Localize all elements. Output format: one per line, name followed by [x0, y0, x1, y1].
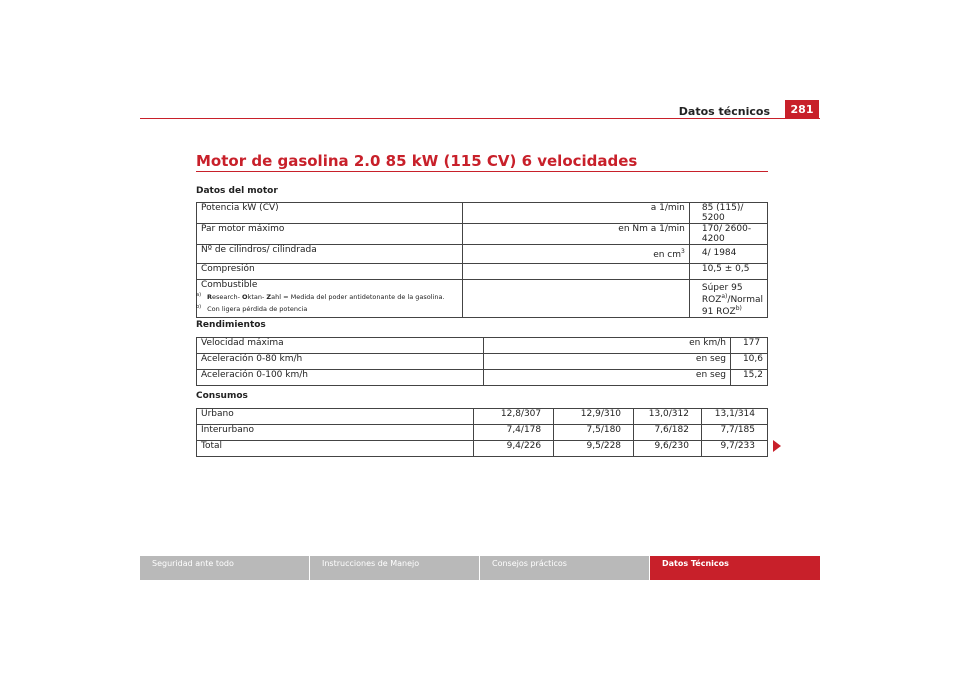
table-row [197, 354, 768, 370]
rendimientos-heading: Rendimientos [196, 320, 266, 330]
footnote-b: $^{b)}$ Con ligera pérdida de potencia [196, 304, 308, 314]
header-divider [140, 118, 820, 119]
row-unit: en seg [483, 370, 730, 386]
row-value: 9,4/226 [474, 441, 554, 457]
motor-heading: Datos del motor [196, 186, 278, 196]
table-row [197, 264, 768, 280]
row-value: 10,6 [730, 354, 767, 370]
row-label: Potencia kW (CV) [197, 203, 463, 224]
row-unit: en Nm a 1/min [462, 224, 689, 245]
footer-nav [140, 556, 820, 580]
row-value: 13,1/314 [701, 409, 767, 425]
row-value: 7,5/180 [554, 425, 634, 441]
row-unit [462, 280, 689, 318]
footnote-a: $^{a)}$ Research- Oktan- Zahl = Medida del poder antidetonante de la gasolina. [196, 292, 445, 302]
row-label: Interurbano [197, 425, 474, 441]
footer-tab-consejos[interactable]: Consejos prácticos [480, 556, 650, 580]
row-label: Aceleración 0-100 km/h [197, 370, 484, 386]
next-page-arrow-icon[interactable] [773, 440, 781, 452]
row-value: 10,5 ± 0,5 [689, 264, 767, 280]
table-row [197, 203, 768, 224]
table-row [197, 370, 768, 386]
table-row [197, 338, 768, 354]
row-unit: en km/h [483, 338, 730, 354]
row-value: 12,8/307 [474, 409, 554, 425]
row-value: 7,7/185 [701, 425, 767, 441]
table-row [197, 245, 768, 264]
row-value: 177 [730, 338, 767, 354]
row-label: Par motor máximo [197, 224, 463, 245]
row-value: 9,6/230 [634, 441, 702, 457]
footer-tab-seguridad[interactable]: Seguridad ante todo [140, 556, 310, 580]
page-number-badge: 281 [785, 100, 819, 119]
table-row [197, 409, 768, 425]
row-label: Urbano [197, 409, 474, 425]
row-value: 15,2 [730, 370, 767, 386]
row-value: 170/ 2600-4200 [689, 224, 767, 245]
header-title: Datos técnicos [678, 105, 770, 118]
rendimientos-table [196, 337, 768, 386]
row-value: 85 (115)/ 5200 [689, 203, 767, 224]
row-unit [462, 264, 689, 280]
row-unit: en seg [483, 354, 730, 370]
row-label: Aceleración 0-80 km/h [197, 354, 484, 370]
table-row [197, 425, 768, 441]
row-label: Compresión [197, 264, 463, 280]
row-unit: a 1/min [462, 203, 689, 224]
section-divider [196, 171, 768, 172]
section-title: Motor de gasolina 2.0 85 kW (115 CV) 6 velocidades [196, 152, 638, 170]
row-label: Total [197, 441, 474, 457]
consumos-heading: Consumos [196, 391, 248, 401]
row-value: 12,9/310 [554, 409, 634, 425]
row-value: 9,7/233 [701, 441, 767, 457]
row-value: 9,5/228 [554, 441, 634, 457]
footnotes [196, 290, 445, 314]
row-value: Súper 95 ROZ$^{a)}$/Normal 91 ROZ$^{b)}$ [689, 280, 767, 318]
table-row [197, 224, 768, 245]
row-label: Nº de cilindros/ cilindrada [197, 245, 463, 264]
row-value: 7,4/178 [474, 425, 554, 441]
consumos-table [196, 408, 768, 457]
row-unit: en $cm^3$ [462, 245, 689, 264]
table-row [197, 441, 768, 457]
row-value: 7,6/182 [634, 425, 702, 441]
row-label: Combustible [197, 280, 463, 318]
row-label: Velocidad máxima [197, 338, 484, 354]
row-value: 4/ 1984 [689, 245, 767, 264]
row-value: 13,0/312 [634, 409, 702, 425]
footer-tab-instrucciones[interactable]: Instrucciones de Manejo [310, 556, 480, 580]
footer-tab-datos-tecnicos[interactable]: Datos Técnicos [650, 556, 820, 580]
